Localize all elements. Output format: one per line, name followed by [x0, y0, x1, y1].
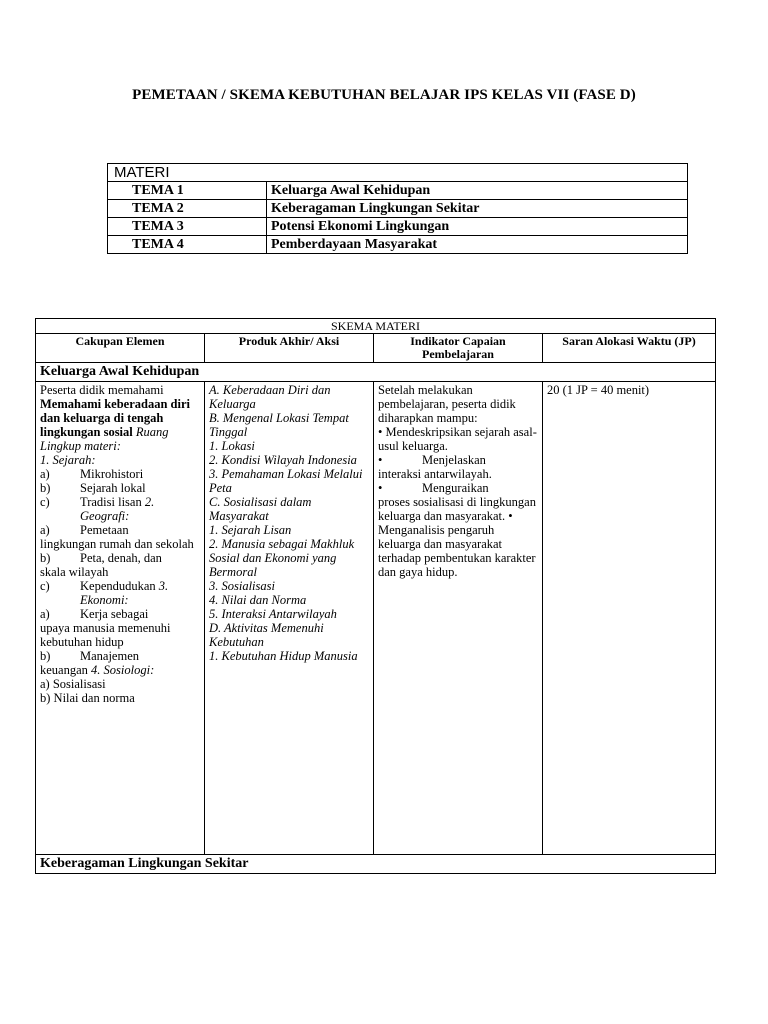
list-text: Menguraikan	[422, 481, 489, 495]
list-text: Pemetaan	[80, 523, 129, 537]
cakupan-intro: Peserta didik memahami	[40, 383, 164, 397]
table-row	[108, 182, 688, 200]
list-item: 3. Sosialisasi	[209, 579, 275, 593]
list-item: D. Aktivitas Memenuhi Kebutuhan	[209, 621, 324, 649]
list-item: C. Sosialisasi dalam Masyarakat	[209, 495, 312, 523]
list-item	[378, 425, 538, 453]
list-item: 2. Manusia sebagai Makhluk Sosial dan Ekonomi yang Bermoral	[209, 537, 355, 579]
indikator-intro: Setelah melakukan pembelajaran, peserta didik diharapkan mampu:	[378, 383, 516, 425]
list-item: B. Mengenal Lokasi Tempat Tinggal	[209, 411, 349, 439]
list-marker: b)	[40, 481, 51, 495]
list-text-continued: skala wilayah	[40, 565, 109, 579]
materi-header: MATERI	[108, 164, 688, 182]
list-text-continued: interaksi antarwilayah.	[378, 467, 492, 481]
indikator-cell	[374, 382, 543, 855]
list-item	[40, 467, 200, 481]
list-item: 1. Sejarah Lisan	[209, 523, 292, 537]
list-item: 4. Nilai dan Norma	[209, 593, 307, 607]
table-row	[36, 382, 716, 855]
list-marker: c)	[40, 579, 50, 593]
list-item	[40, 649, 200, 663]
list-item	[40, 579, 200, 607]
list-item: Menganalisis pengaruh keluarga dan masyarakat terhadap pembentukan karakter dan gaya hidup.	[378, 523, 536, 579]
list-text: Mikrohistori	[80, 467, 144, 481]
table-row	[108, 200, 688, 218]
table-row	[108, 218, 688, 236]
list-marker: b)	[40, 649, 51, 663]
tema-name: Keberagaman Lingkungan Sekitar	[267, 200, 688, 218]
list-item	[378, 481, 538, 495]
list-item: A. Keberadaan Diri dan Keluarga	[209, 383, 331, 411]
list-text: Peta, denah, dan	[80, 551, 162, 565]
document-title: PEMETAAN / SKEMA KEBUTUHAN BELAJAR IPS KELAS VII (FASE D)	[132, 87, 636, 103]
list-item	[40, 523, 200, 537]
list-item: 3. Pemahaman Lokasi Melalui Peta	[209, 467, 363, 495]
tema-name: Potensi Ekonomi Lingkungan	[267, 218, 688, 236]
column-header-indikator: Indikator Capaian Pembelajaran	[374, 334, 543, 363]
table-row	[108, 236, 688, 254]
list-marker: a)	[40, 467, 50, 481]
alokasi-value: 20 (1 JP = 40 menit)	[547, 383, 650, 397]
cakupan-cell	[36, 382, 205, 855]
column-header-cakupan: Cakupan Elemen	[36, 334, 205, 363]
list-item	[40, 495, 200, 523]
tema-label: TEMA 4	[108, 236, 267, 254]
list-item	[378, 453, 538, 467]
list-item: b) Nilai dan norma	[40, 691, 135, 705]
list-item: 1. Kebutuhan Hidup Manusia	[209, 649, 358, 663]
list-text: Kependudukan	[80, 579, 156, 593]
list-text-continued: lingkungan rumah dan sekolah	[40, 537, 194, 551]
cakupan-scope-label: Ruang Lingkup materi:	[40, 425, 169, 453]
list-text-continued: proses sosialisasi di lingkungan keluarga dan masyarakat. •	[378, 495, 536, 523]
materi-header-row	[108, 164, 688, 182]
tema-label: TEMA 2	[108, 200, 267, 218]
list-item: 5. Interaksi Antarwilayah	[209, 607, 337, 621]
cakupan-sosiologi: 4. Sosiologi:	[91, 663, 155, 677]
cakupan-focus: Memahami keberadaan diri dan keluarga di tengah lingkungan sosial	[40, 397, 190, 439]
list-item	[40, 481, 200, 495]
tema-label: TEMA 3	[108, 218, 267, 236]
list-item: a) Sosialisasi	[40, 677, 106, 691]
column-header-alokasi: Saran Alokasi Waktu (JP)	[543, 334, 716, 363]
list-marker: c)	[40, 495, 50, 509]
cakupan-sejarah: 1. Sejarah:	[40, 453, 96, 467]
skema-table	[35, 318, 716, 874]
materi-table	[107, 163, 688, 254]
skema-title: SKEMA MATERI	[36, 319, 716, 334]
list-text-continued: keuangan	[40, 663, 88, 677]
list-item	[40, 551, 200, 565]
tema-name: Keluarga Awal Kehidupan	[267, 182, 688, 200]
list-item	[40, 607, 200, 621]
list-item: 1. Lokasi	[209, 439, 255, 453]
list-text: Kerja sebagai	[80, 607, 149, 621]
list-text: Mendeskripsikan sejarah asal-usul keluarga.	[378, 425, 537, 453]
list-text: Manajemen	[80, 649, 140, 663]
cakupan-geografi: 2. Geografi:	[80, 495, 155, 523]
section-title-tema-1: Keluarga Awal Kehidupan	[36, 363, 716, 382]
column-header-row	[36, 334, 716, 363]
section-title-tema-2: Keberagaman Lingkungan Sekitar	[36, 855, 716, 874]
bullet-marker: •	[378, 453, 383, 467]
list-marker: b)	[40, 551, 51, 565]
list-text: Tradisi lisan	[80, 495, 142, 509]
list-marker: a)	[40, 523, 50, 537]
list-text-continued: upaya manusia memenuhi kebutuhan hidup	[40, 621, 171, 649]
list-marker: a)	[40, 607, 50, 621]
list-text: Menjelaskan	[422, 453, 486, 467]
cakupan-ekonomi: 3. Ekonomi:	[80, 579, 169, 607]
list-text: Sejarah lokal	[80, 481, 146, 495]
alokasi-cell	[543, 382, 716, 855]
column-header-produk: Produk Akhir/ Aksi	[205, 334, 374, 363]
list-item: 2. Kondisi Wilayah Indonesia	[209, 453, 357, 467]
bullet-marker: •	[378, 481, 383, 495]
tema-label: TEMA 1	[108, 182, 267, 200]
tema-name: Pemberdayaan Masyarakat	[267, 236, 688, 254]
bullet-marker: •	[378, 425, 383, 439]
produk-cell	[205, 382, 374, 855]
